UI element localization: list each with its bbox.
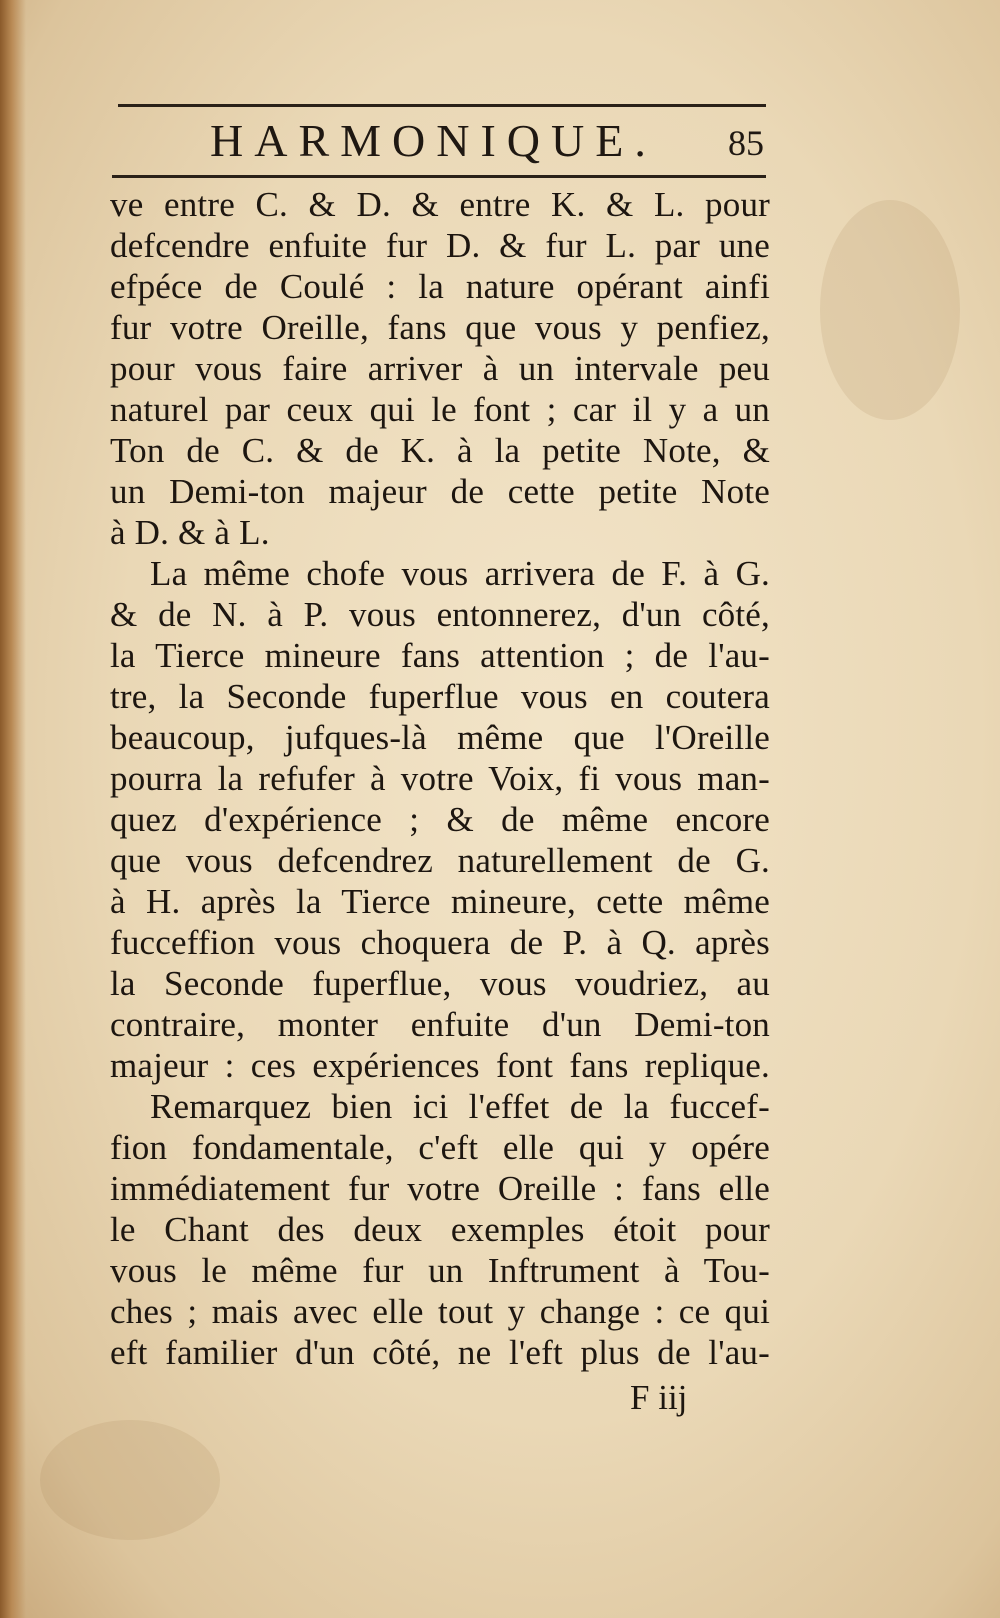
text-line: à H. après la Tierce mineure, cette même [110, 882, 770, 921]
text-line: Remarquez bien ici l'effet de la fuccef- [150, 1087, 770, 1126]
text-line: eft familier d'un côté, ne l'eft plus de l'au- [110, 1333, 770, 1372]
text-line: fion fondamentale, c'eft elle qui y opére [110, 1128, 770, 1167]
text-line: la Seconde fuperflue, vous voudriez, au [110, 964, 770, 1003]
header-rule-bottom [112, 175, 766, 178]
text-line: beaucoup, jufques-là même que l'Oreille [110, 718, 770, 757]
text-line: ches ; mais avec elle tout y change : ce qui [110, 1292, 770, 1331]
text-line: tre, la Seconde fuperflue vous en coutera [110, 677, 770, 716]
paper-stain [40, 1420, 220, 1540]
text-line: naturel par ceux qui le font ; car il y a un [110, 390, 770, 429]
text-line: La même chofe vous arrivera de F. à G. [150, 554, 770, 593]
text-line: fur votre Oreille, fans que vous y penfiez, [110, 308, 770, 347]
text-line: & de N. à P. vous entonnerez, d'un côté, [110, 595, 770, 634]
running-head [118, 110, 766, 170]
text-line: ve entre C. & D. & entre K. & L. pour [110, 185, 770, 224]
page-number: 85 [728, 123, 764, 163]
text-line: majeur : ces expériences font fans replique. [110, 1046, 770, 1085]
text-line: que vous defcendrez naturellement de G. [110, 841, 770, 880]
text-line: Ton de C. & de K. à la petite Note, & [110, 431, 770, 470]
text-line: quez d'expérience ; & de même encore [110, 800, 770, 839]
text-line: efpéce de Coulé : la nature opérant ainfi [110, 267, 770, 306]
text-line: vous le même fur un Inftrument à Tou- [110, 1251, 770, 1290]
running-title: HARMONIQUE. [210, 115, 657, 166]
text-line: pourra la refufer à votre Voix, fi vous man- [110, 759, 770, 798]
header-rule-top [118, 104, 766, 107]
body-text [110, 184, 770, 1373]
signature-mark: F iij [630, 1378, 688, 1417]
text-line: defcendre enfuite fur D. & fur L. par une [110, 226, 770, 265]
text-line: la Tierce mineure fans attention ; de l'au- [110, 636, 770, 675]
page-gutter-shadow [0, 0, 26, 1618]
text-line: le Chant des deux exemples étoit pour [110, 1210, 770, 1249]
text-line: contraire, monter enfuite d'un Demi-ton [110, 1005, 770, 1044]
paper-stain [820, 200, 960, 420]
text-line: immédiatement fur votre Oreille : fans elle [110, 1169, 770, 1208]
text-line: pour vous faire arriver à un intervale peu [110, 349, 770, 388]
text-line: un Demi-ton majeur de cette petite Note [110, 472, 770, 511]
text-line: à D. & à L. [110, 513, 270, 552]
text-line: fucceffion vous choquera de P. à Q. après [110, 923, 770, 962]
